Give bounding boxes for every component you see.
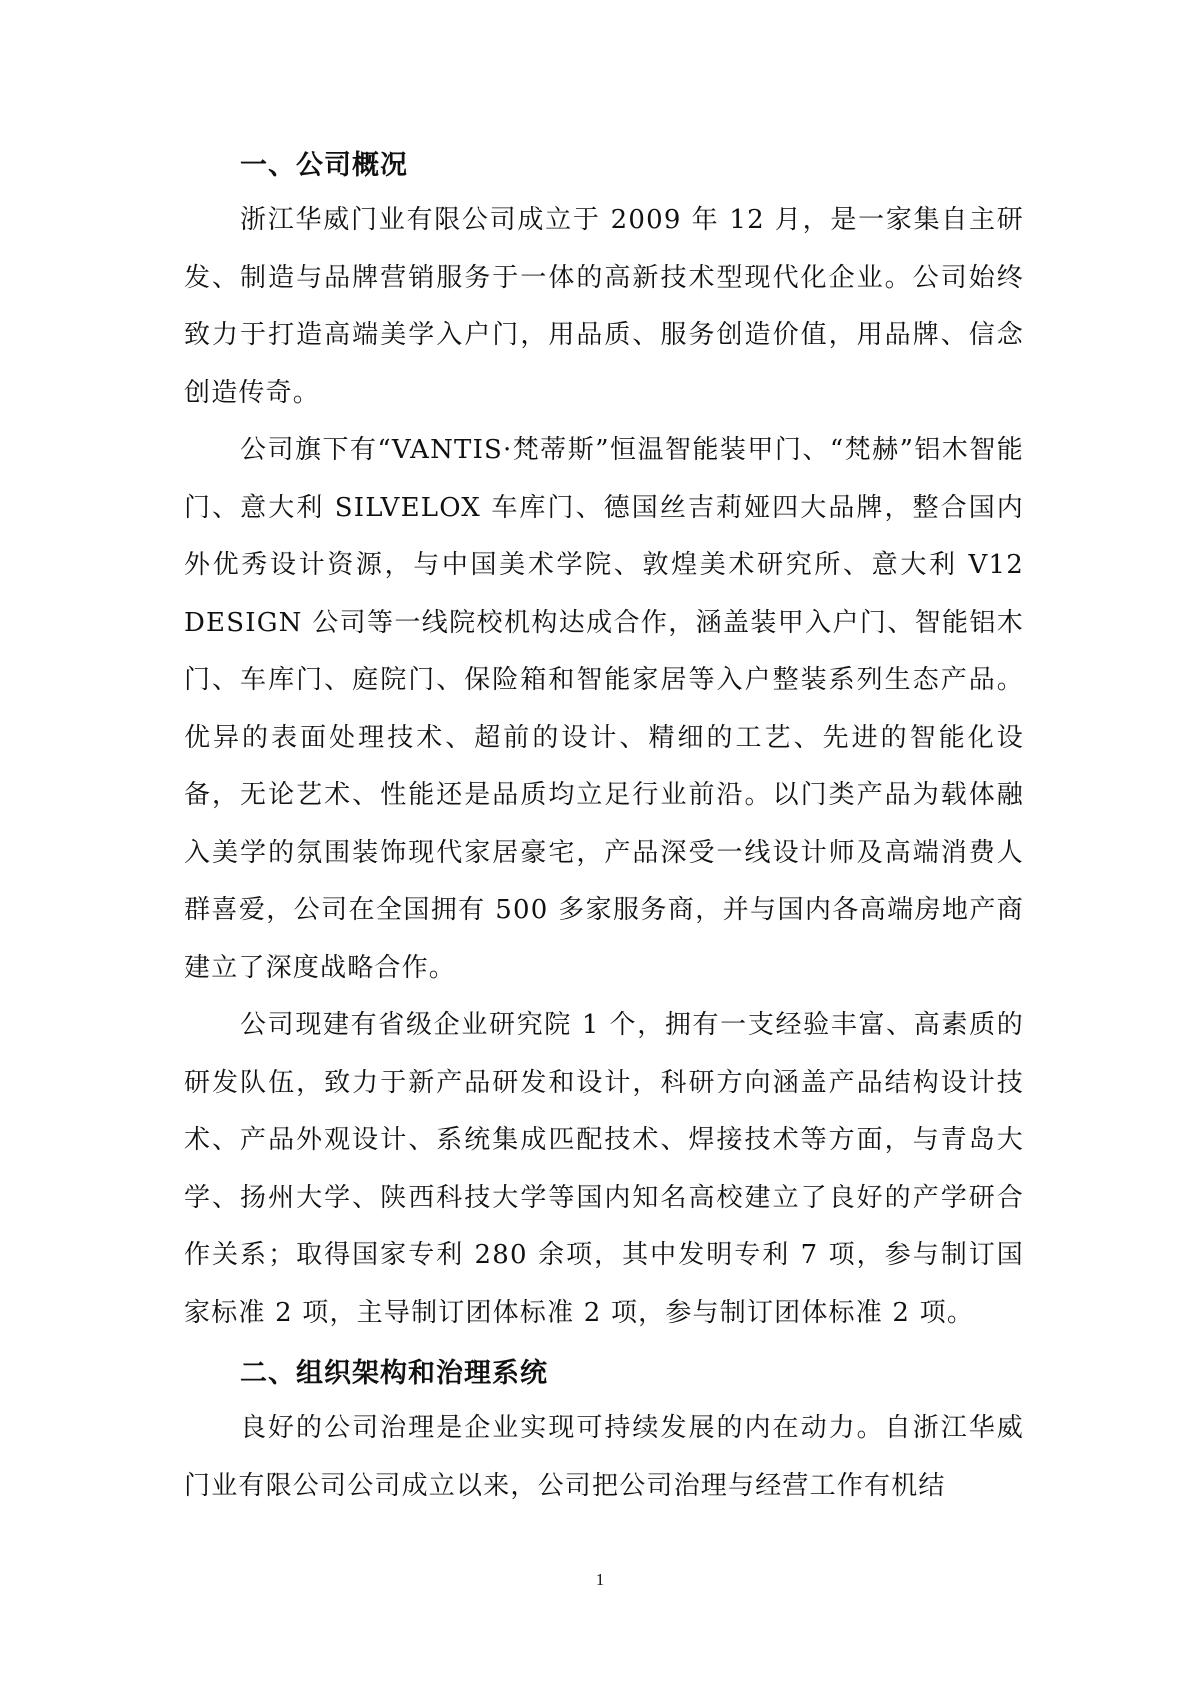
paragraph-company-intro: 浙江华威门业有限公司成立于 2009 年 12 月，是一家集自主研发、制造与品牌营销服务于一体的高新技术型现代化企业。公司始终致力于打造高端美学入户门，用品质、服务创造价值，用品牌、信念创造传奇。: [184, 205, 1024, 408]
paragraph-brands-products: 公司旗下有“VANTIS·梵蒂斯”恒温智能装甲门、“梵赫”铝木智能门、意大利 SILVELOX 车库门、德国丝吉莉娅四大品牌，整合国内外优秀设计资源，与中国美术学院、敦煌美术研究所、意大利 V12 DESIGN 公司等一线院校机构达成合作，涵盖装甲入户门、智能铝木门、车库门、庭院门、保险箱和智能家居等入户整装系列生态产品。优异的表面处理技术、超前的设计、精细的工艺、先进的智能化设备，无论艺术、性能还是品质均立足行业前沿。以门类产品为载体融入美学的氛围装饰现代家居豪宅，产品深受一线设计师及高端消费人群喜爱，公司在全国拥有 500 多家服务商，并与国内各高端房地产商建立了深度战略合作。: [184, 435, 1024, 983]
section-heading-governance: 二、组织架构和治理系统: [240, 1358, 548, 1389]
page-number: 1: [595, 1570, 605, 1589]
paragraph-governance-intro: 良好的公司治理是企业实现可持续发展的内在动力。自浙江华威门业有限公司公司成立以来，公司把公司治理与经营工作有机结: [184, 1413, 1024, 1501]
section-heading-company-overview: 一、公司概况: [240, 150, 408, 181]
document-body: [184, 140, 1024, 1515]
paragraph-research-patents: 公司现建有省级企业研究院 1 个，拥有一支经验丰富、高素质的研发队伍，致力于新产品研发和设计，科研方向涵盖产品结构设计技术、产品外观设计、系统集成匹配技术、焊接技术等方面，与青岛大学、扬州大学、陕西科技大学等国内知名高校建立了良好的产学研合作关系；取得国家专利 280 余项，其中发明专利 7 项，参与制订国家标准 2 项，主导制订团体标准 2 项，参与制订团体标准 2 项。: [184, 1010, 1024, 1328]
